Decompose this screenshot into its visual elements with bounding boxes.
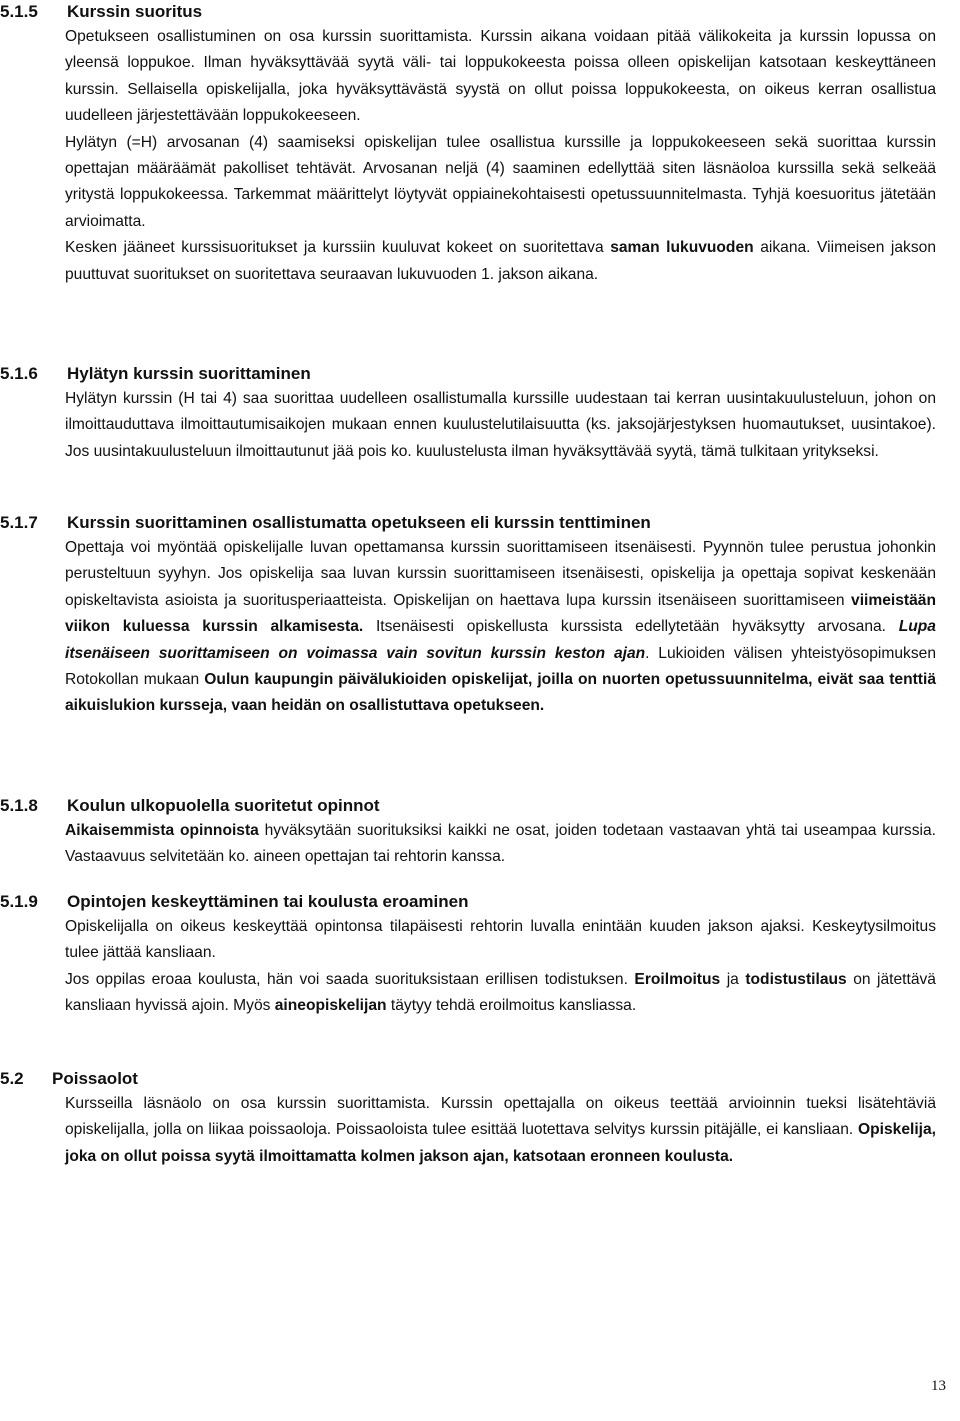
section-body xyxy=(65,818,936,871)
emphasis-text: Eroilmoitus xyxy=(634,970,721,988)
section-5-1-9 xyxy=(0,890,960,1020)
paragraph: Kesken jääneet kurssisuoritukset ja kurssiin kuuluvat kokeet on suoritettava saman lukuvuoden aikana. Viimeisen jakson puuttuvat suoritukset on suoritettava seuraavan lukuvuoden 1. jakson aikana. xyxy=(65,239,936,283)
emphasis-text: Aikaisemmista opinnoista xyxy=(65,822,259,839)
emphasis-text: Lupa itsenäiseen suorittamiseen on voimassa vain sovitun kurssin keston ajan xyxy=(65,618,936,662)
section-heading xyxy=(0,0,960,24)
emphasis-text: todistustilaus xyxy=(745,970,847,988)
emphasis-text: viimeistään viikon kuluessa kurssin alkamisesta. xyxy=(65,591,936,636)
section-body xyxy=(65,1091,936,1170)
section-number: 5.1.6 xyxy=(0,364,38,383)
section-number: 5.1.5 xyxy=(0,2,38,21)
section-body xyxy=(65,24,936,288)
section-body xyxy=(65,386,936,465)
section-number: 5.1.8 xyxy=(0,796,38,815)
section-heading xyxy=(0,890,960,914)
section-number: 5.1.9 xyxy=(0,892,38,911)
section-title: Opintojen keskeyttäminen tai koulusta eroaminen xyxy=(67,892,469,911)
section-5-1-6 xyxy=(0,362,960,465)
section-heading xyxy=(0,794,960,818)
paragraph: Kursseilla läsnäolo on osa kurssin suorittamista. Kurssin opettajalla on oikeus teettää arvioinnin tueksi lisätehtäviä opiskelijalla, jolla on liikaa poissaoloja. Poissaoloista tulee esittää luotettava selvitys kurssin pitäjälle, ei kansliaan. Opiskelija, joka on ollut poissa syytä ilmoittamatta kolmen jakson ajan, katsotaan eronneen koulusta. xyxy=(65,1095,936,1165)
section-heading xyxy=(0,1067,960,1091)
paragraph: Hylätyn (=H) arvosanan (4) saamiseksi opiskelijan tulee osallistua kurssille ja loppukokeeseen sekä suorittaa kurssin opettajan määräämät pakolliset tehtävät. Arvosanan neljä (4) saaminen edellyttää siten läsnäoloa kurssilla sekä selkeää yritystä loppukokeessa. Tarkemmat määrittelyt löytyvät oppiainekohtaisesti opetussuunnitelmasta. Tyhjä koesuoritus jätetään arvioimatta. xyxy=(65,133,936,230)
section-heading xyxy=(0,511,960,535)
section-heading xyxy=(0,362,960,386)
section-title: Hylätyn kurssin suorittaminen xyxy=(67,364,311,383)
section-5-2 xyxy=(0,1067,960,1170)
paragraph: Opetukseen osallistuminen on osa kurssin suorittamista. Kurssin aikana voidaan pitää välikokeita ja kurssin lopussa on yleensä loppukoe. Ilman hyväksyttävää syytä väli- tai loppukokeesta poissa olleen opiskelijan katsotaan keskeyttäneen kurssin. Sellaisella opiskelijalla, joka hyväksyttävästä syystä on ollut poissa loppukokeesta, on oikeus kerran osallistua uudelleen järjestettävään loppukokeeseen. xyxy=(65,28,936,125)
section-5-1-7 xyxy=(0,511,960,720)
page-number: 13 xyxy=(931,1378,946,1394)
emphasis-text: saman lukuvuoden xyxy=(610,239,754,257)
paragraph: Opiskelijalla on oikeus keskeyttää opintonsa tilapäisesti rehtorin luvalla enintään kuuden jakson ajaksi. Keskeytysilmoitus tulee jättää kansliaan. xyxy=(65,918,936,962)
paragraph: Aikaisemmista opinnoista hyväksytään suorituksiksi kaikki ne osat, joiden todetaan vastaavan yhtä tai useampaa kurssia. Vastaavuus selvitetään ko. aineen opettajan tai rehtorin kanssa. xyxy=(65,822,936,866)
section-title: Poissaolot xyxy=(52,1069,138,1088)
section-title: Kurssin suoritus xyxy=(67,2,203,21)
emphasis-text: Opiskelija, joka on ollut poissa syytä ilmoittamatta kolmen jakson ajan, katsotaan eronneen koulusta. xyxy=(65,1121,936,1165)
section-number: 5.1.7 xyxy=(0,513,38,532)
section-5-1-5 xyxy=(0,0,960,288)
paragraph: Hylätyn kurssin (H tai 4) saa suorittaa uudelleen osallistumalla kurssille uudestaan tai kerran uusintakuulusteluun, johon on ilmoittauduttava ilmoittautumisaikojen mukaan ennen kuulustelutilaisuutta (ks. jaksojärjestyksen huomautukset, uusintakoe). Jos uusintakuulusteluun ilmoittautunut jää pois ko. kuulustelusta ilman hyväksyttävää syytä, tämä tulkitaan yritykseksi. xyxy=(65,390,936,460)
section-title: Kurssin suorittaminen osallistumatta opetukseen eli kurssin tenttiminen xyxy=(67,513,651,532)
section-body xyxy=(65,914,936,1020)
section-body xyxy=(65,535,936,720)
section-number: 5.2 xyxy=(0,1069,24,1088)
paragraph: Jos oppilas eroaa koulusta, hän voi saada suorituksistaan erillisen todistuksen. Eroilmoitus ja todistustilaus on jätettävä kansliaan hyvissä ajoin. Myös aineopiskelijan täytyy tehdä eroilmoitus kansliassa. xyxy=(65,970,936,1015)
section-5-1-8 xyxy=(0,794,960,871)
emphasis-text: Oulun kaupungin päivälukioiden opiskelijat, joilla on nuorten opetussuunnitelma, eivät saa tenttiä aikuislukion kursseja, vaan heidän on osallistuttava opetukseen. xyxy=(65,671,936,715)
section-title: Koulun ulkopuolella suoritetut opinnot xyxy=(67,796,380,815)
paragraph: Opettaja voi myöntää opiskelijalle luvan opettamansa kurssin suorittamiseen itsenäisesti. Pyynnön tulee perustua johonkin perusteltuun syyhyn. Jos opiskelija saa luvan kurssin suorittamiseen itsenäisesti, opiskelija ja opettaja sopivat keskenään opiskeltavista asioista ja suoritusperiaatteista. Opiskelijan on haettava lupa kurssin itsenäiseen suorittamiseen viimeistään viikon kuluessa kurssin alkamisesta. Itsenäisesti opiskellusta kurssista edellytetään hyväksytty arvosana. Lupa itsenäiseen suorittamiseen on voimassa vain sovitun kurssin keston ajan. Lukioiden välisen yhteistyösopimuksen Rotokollan mukaan Oulun kaupungin päivälukioiden opiskelijat, joilla on nuorten opetussuunnitelma, eivät saa tenttiä aikuislukion kursseja, vaan heidän on osallistuttava opetukseen. xyxy=(65,539,936,715)
emphasis-text: aineopiskelijan xyxy=(274,997,387,1015)
